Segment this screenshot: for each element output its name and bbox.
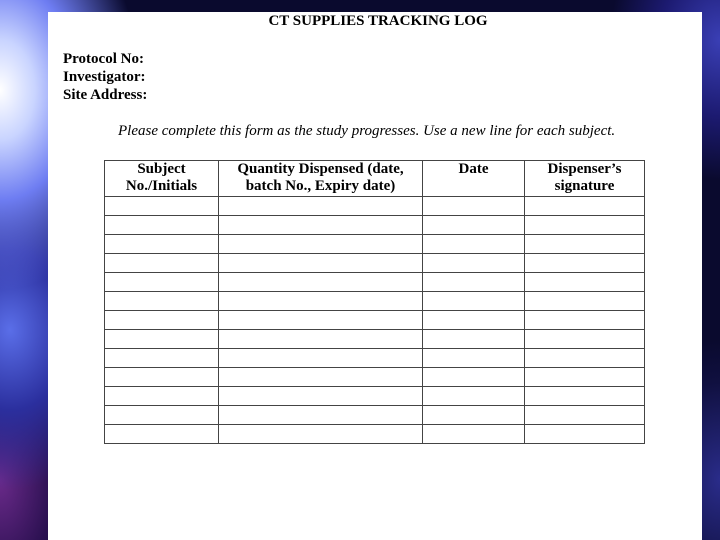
table-row (105, 311, 645, 330)
signature-cell[interactable] (525, 273, 645, 292)
signature-cell[interactable] (525, 311, 645, 330)
date-cell[interactable] (423, 197, 525, 216)
dispenser-header-line-1: Dispenser’s (547, 161, 622, 177)
signature-cell[interactable] (525, 235, 645, 254)
subject-header-line-2: No./Initials (125, 178, 198, 194)
table-row (105, 292, 645, 311)
page-title: CT SUPPLIES TRACKING LOG (268, 13, 488, 29)
quantity-cell[interactable] (219, 197, 423, 216)
table-row (105, 235, 645, 254)
date-cell[interactable] (423, 387, 525, 406)
quantity-header-line-1: Quantity Dispensed (date, (237, 161, 404, 177)
subject-cell[interactable] (105, 254, 219, 273)
investigator-label: Investigator: (63, 69, 146, 85)
table-row (105, 425, 645, 444)
date-cell[interactable] (423, 216, 525, 235)
subject-cell[interactable] (105, 425, 219, 444)
subject-cell[interactable] (105, 330, 219, 349)
date-cell[interactable] (423, 330, 525, 349)
signature-cell[interactable] (525, 368, 645, 387)
table-row (105, 368, 645, 387)
table-row (105, 254, 645, 273)
date-cell[interactable] (423, 425, 525, 444)
subject-cell[interactable] (105, 406, 219, 425)
table-row (105, 406, 645, 425)
subject-cell[interactable] (105, 197, 219, 216)
table-row (105, 349, 645, 368)
table-row (105, 387, 645, 406)
quantity-cell[interactable] (219, 368, 423, 387)
subject-cell[interactable] (105, 273, 219, 292)
date-cell[interactable] (423, 235, 525, 254)
signature-cell[interactable] (525, 349, 645, 368)
table-row (105, 330, 645, 349)
quantity-cell[interactable] (219, 387, 423, 406)
subject-cell[interactable] (105, 235, 219, 254)
quantity-cell[interactable] (219, 425, 423, 444)
signature-cell[interactable] (525, 425, 645, 444)
quantity-cell[interactable] (219, 406, 423, 425)
date-header-line-1: Date (458, 161, 489, 177)
quantity-cell[interactable] (219, 349, 423, 368)
table-row (105, 216, 645, 235)
date-cell[interactable] (423, 292, 525, 311)
quantity-cell[interactable] (219, 292, 423, 311)
subject-cell[interactable] (105, 311, 219, 330)
tracking-log-page (48, 12, 702, 540)
quantity-cell[interactable] (219, 311, 423, 330)
table-body (105, 197, 645, 444)
signature-cell[interactable] (525, 406, 645, 425)
dispenser-column-header (525, 161, 645, 197)
date-cell[interactable] (423, 311, 525, 330)
signature-cell[interactable] (525, 292, 645, 311)
quantity-header-line-2: batch No., Expiry date) (245, 178, 396, 194)
date-cell[interactable] (423, 349, 525, 368)
date-cell[interactable] (423, 273, 525, 292)
quantity-cell[interactable] (219, 235, 423, 254)
tracking-table (104, 160, 645, 444)
quantity-cell[interactable] (219, 216, 423, 235)
date-cell[interactable] (423, 406, 525, 425)
site-address-label: Site Address: (63, 87, 148, 103)
header-fields (63, 50, 147, 104)
instructions-text: Please complete this form as the study progresses. Use a new line for each subject. (118, 123, 616, 139)
signature-cell[interactable] (525, 216, 645, 235)
subject-header-line-1: Subject (137, 161, 186, 177)
signature-cell[interactable] (525, 254, 645, 273)
quantity-cell[interactable] (219, 254, 423, 273)
signature-cell[interactable] (525, 197, 645, 216)
date-cell[interactable] (423, 254, 525, 273)
dispenser-header-line-2: signature (554, 178, 615, 194)
subject-cell[interactable] (105, 387, 219, 406)
subject-column-header (105, 161, 219, 197)
quantity-cell[interactable] (219, 273, 423, 292)
table-header-row (105, 161, 645, 197)
table-row (105, 197, 645, 216)
date-cell[interactable] (423, 368, 525, 387)
subject-cell[interactable] (105, 292, 219, 311)
signature-cell[interactable] (525, 330, 645, 349)
table-row (105, 273, 645, 292)
quantity-column-header (219, 161, 423, 197)
quantity-cell[interactable] (219, 330, 423, 349)
subject-cell[interactable] (105, 349, 219, 368)
subject-cell[interactable] (105, 216, 219, 235)
subject-cell[interactable] (105, 368, 219, 387)
signature-cell[interactable] (525, 387, 645, 406)
date-column-header (423, 161, 525, 197)
protocol-no-label: Protocol No: (63, 51, 144, 67)
